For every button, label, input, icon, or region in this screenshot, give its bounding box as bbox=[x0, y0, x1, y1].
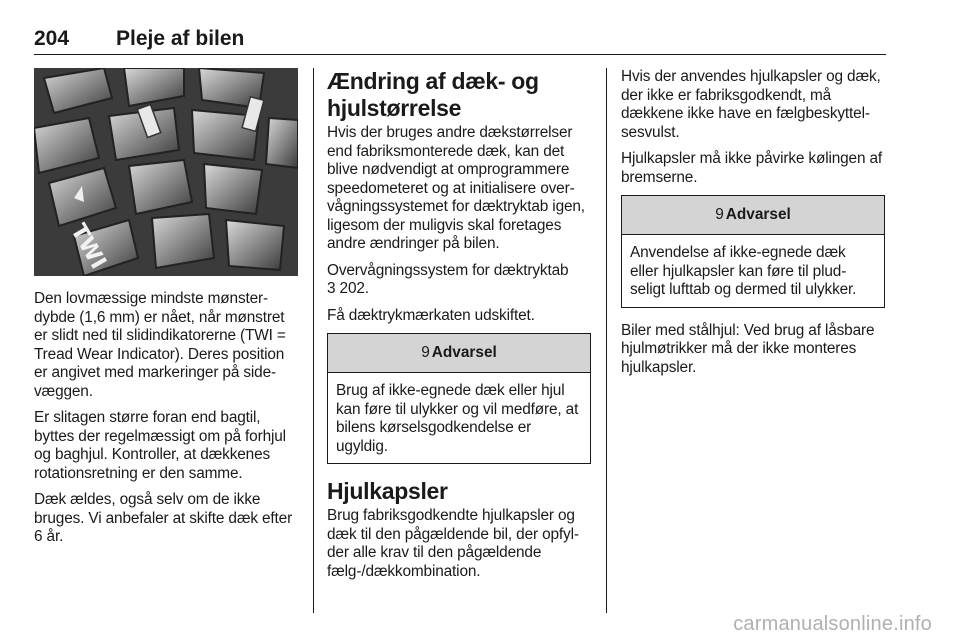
warning-header bbox=[328, 334, 590, 373]
paragraph: Hjulkapsler må ikke påvirke kølingen af bremserne. bbox=[621, 150, 883, 186]
paragraph: Brug fabriksgodkendte hjulkapsler og dæk til den pågældende bil, der opfylder alle krav til den pågældende fælg-/dækkombination. bbox=[327, 507, 579, 580]
warning-box bbox=[327, 333, 591, 464]
paragraph bbox=[327, 262, 591, 299]
warning-body bbox=[622, 235, 884, 307]
warning-title: Advarsel bbox=[431, 344, 497, 361]
warning-text: Anvendelse af ikke-egnede dæk eller hjulkapsler kan føre til pludseligt lufttab og dermed til ulykker. bbox=[630, 244, 857, 298]
watermark: carmanualsonline.info bbox=[733, 613, 932, 635]
section-heading: Ændring af dæk- og hjulstørrelse bbox=[327, 68, 539, 121]
warning-title: Advarsel bbox=[725, 206, 791, 223]
tire-tread-image bbox=[34, 68, 298, 276]
paragraph: Den lovmæssige mindste mønsterdybde (1,6 mm) er nået, når mønstret er slidt ned til slidindikatorerne (TWI = Tread Wear Indicator). Deres position er angivet med markeringer på sidevæggen. bbox=[34, 290, 286, 400]
section-heading: Hjulkapsler bbox=[327, 478, 448, 504]
paragraph: Er slitagen større foran end bagtil, byttes der regelmæssigt om på forhjul og baghjul. Kontroller, at dækkenes rotationsretning er den samme. bbox=[34, 409, 286, 482]
column-divider bbox=[606, 68, 607, 613]
page-title: Pleje af bilen bbox=[116, 27, 245, 50]
cross-reference-text: Overvågningssystem for dæktryktab bbox=[327, 261, 569, 279]
column-middle bbox=[327, 68, 591, 589]
warning-body bbox=[328, 373, 590, 463]
paragraph: Dæk ældes, også selv om de ikke bruges. Vi anbefaler at skifte dæk efter 6 år. bbox=[34, 491, 293, 545]
paragraph: Hvis der bruges andre dækstørrelser end fabriksmonterede dæk, kan det blive nødvendigt at omprogrammere speedometeret og at initialisere overvågningssystemet for dæktryktab igen, ligesom der muligvis skal foretages andre ændringer på bilen. bbox=[327, 124, 585, 252]
warning-icon: 9 bbox=[715, 206, 724, 223]
column-left bbox=[34, 68, 300, 555]
page-number: 204 bbox=[34, 27, 70, 50]
warning-text: Brug af ikke-egnede dæk eller hjul kan føre til ulykker og vil medføre, at bilens kørselsgodkendelse er ugyldig. bbox=[336, 382, 579, 455]
tire-tread-illustration bbox=[34, 68, 298, 276]
twi-marking: TWI bbox=[65, 219, 111, 274]
page-header bbox=[34, 26, 886, 55]
warning-box bbox=[621, 195, 885, 308]
paragraph: Biler med stålhjul: Ved brug af låsbare hjulmøtrikker må der ikke monteres hjulkapsler. bbox=[621, 321, 875, 376]
paragraph: Hvis der anvendes hjulkapsler og dæk, der ikke er fabriksgodkendt, må dækkene ikke have en fælgbeskyttelsesvulst. bbox=[621, 68, 881, 141]
page-reference-link[interactable]: 3 202. bbox=[327, 280, 369, 297]
paragraph: Få dæktrykmærkaten udskiftet. bbox=[327, 306, 535, 324]
column-divider bbox=[313, 68, 314, 613]
warning-icon: 9 bbox=[421, 344, 430, 361]
warning-header bbox=[622, 196, 884, 235]
column-right bbox=[621, 68, 885, 385]
